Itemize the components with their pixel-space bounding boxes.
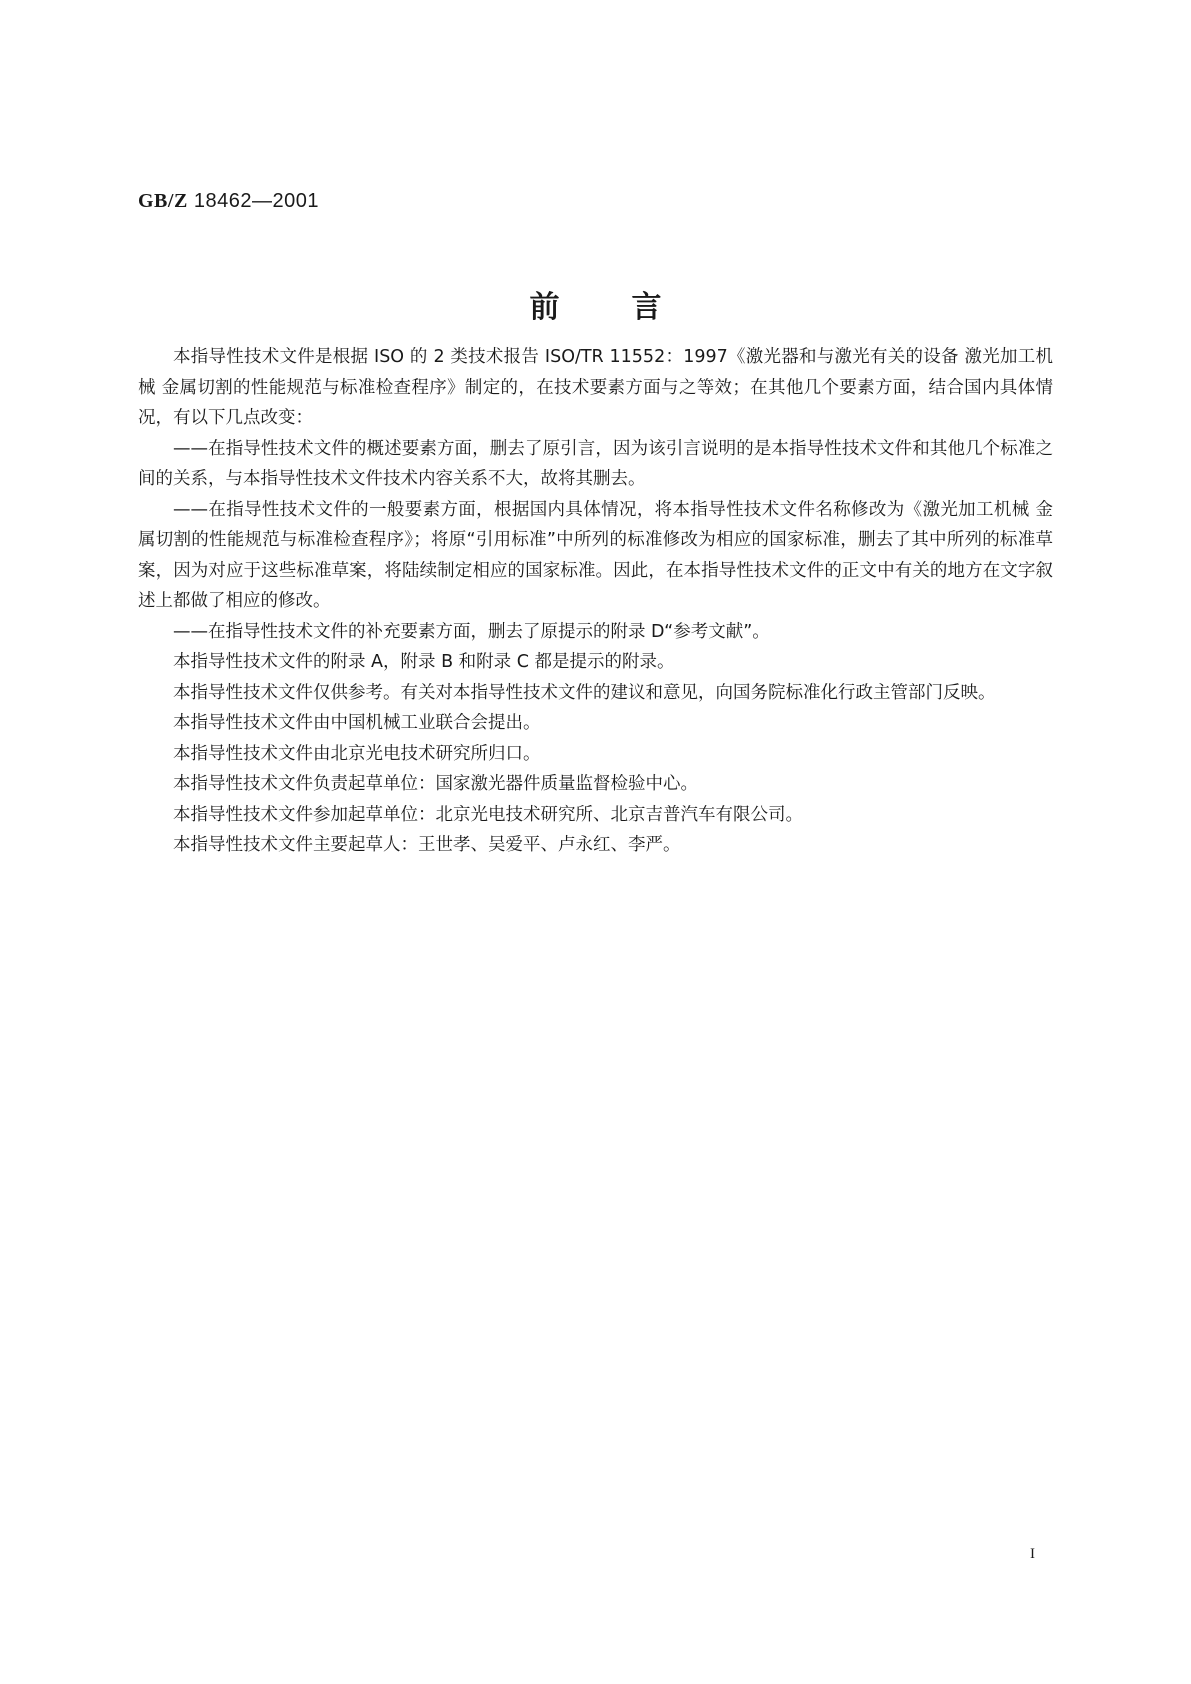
standard-code <box>138 190 319 213</box>
page-number: I <box>1030 1546 1035 1562</box>
paragraph: 本指导性技术文件是根据 ISO 的 2 类技术报告 ISO/TR 11552：1997《激光器和与激光有关的设备 激光加工机械 金属切割的性能规范与标准检查程序》制定的，在技术要素方面与之等效；在其他几个要素方面，结合国内具体情况，有以下几点改变： <box>138 347 1053 428</box>
paragraph: ——在指导性技术文件的概述要素方面，删去了原引言，因为该引言说明的是本指导性技术文件和其他几个标准之间的关系，与本指导性技术文件技术内容关系不大，故将其删去。 <box>138 438 1053 489</box>
foreword-body <box>138 342 1053 861</box>
page-title: 前言 <box>529 290 734 325</box>
paragraph: 本指导性技术文件由北京光电技术研究所归口。 <box>173 743 541 764</box>
paragraph: 本指导性技术文件的附录 A，附录 B 和附录 C 都是提示的附录。 <box>173 652 675 672</box>
paragraph: 本指导性技术文件由中国机械工业联合会提出。 <box>173 713 541 733</box>
standard-code-prefix: GB/Z <box>138 190 188 212</box>
paragraph: 本指导性技术文件主要起草人：王世孝、吴爱平、卢永红、李严。 <box>173 835 681 855</box>
paragraph: ——在指导性技术文件的一般要素方面，根据国内具体情况，将本指导性技术文件名称修改为《激光加工机械 金属切割的性能规范与标准检查程序》；将原“引用标准”中所列的标准修改为相应的国家标准，删去了其中所列的标准草案，因为对应于这些标准草案，将陆续制定相应的国家标准。因此，在本指导性技术文件的正文中有关的地方在文字叙述上都做了相应的修改。 <box>138 499 1053 611</box>
standard-code-number: 18462—2001 <box>193 190 319 212</box>
paragraph: 本指导性技术文件负责起草单位：国家激光器件质量监督检验中心。 <box>173 774 698 794</box>
paragraph: 本指导性技术文件仅供参考。有关对本指导性技术文件的建议和意见，向国务院标准化行政主管部门反映。 <box>173 682 996 703</box>
paragraph: ——在指导性技术文件的补充要素方面，删去了原提示的附录 D“参考文献”。 <box>173 621 770 642</box>
paragraph: 本指导性技术文件参加起草单位：北京光电技术研究所、北京吉普汽车有限公司。 <box>173 804 803 825</box>
